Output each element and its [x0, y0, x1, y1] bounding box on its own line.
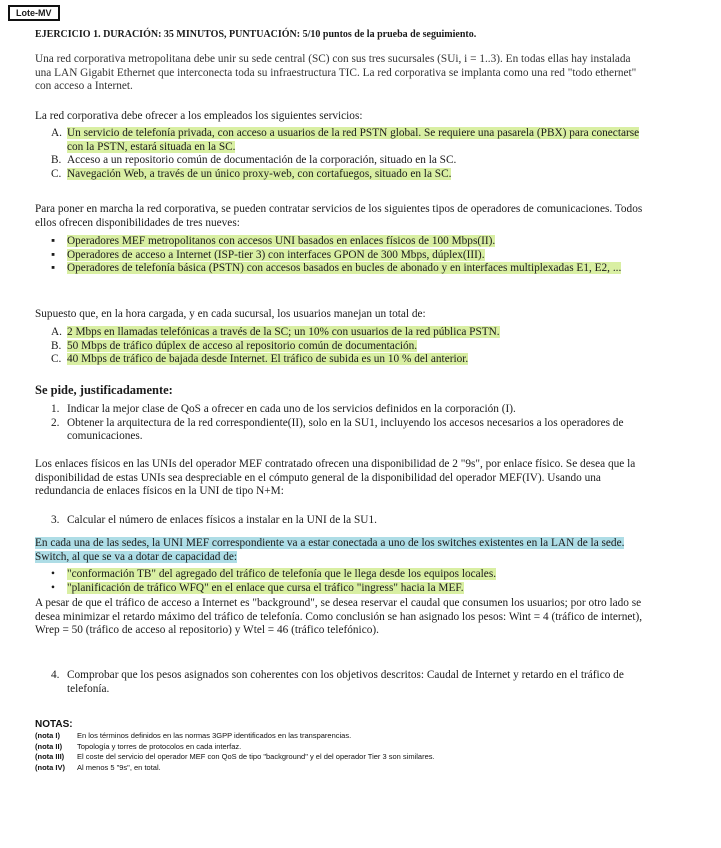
- list-item: 1. Indicar la mejor clase de QoS a ofrecer en cada uno de los servicios definidos en la corporación (I).: [51, 403, 516, 415]
- operators-intro: Para poner en marcha la red corporativa, se pueden contratar servicios de los siguientes tipos de operadores de comunicaciones. Todos ellos ofrecen disponibilidades de tres nueves:: [35, 203, 643, 229]
- ask3-list: [35, 514, 647, 528]
- list-item: 2. Obtener la arquitectura de la red correspondiente(II), solo en la SU1, incluyendo los accesos necesarios a los operadores de comunicaciones.: [51, 416, 624, 443]
- list-item: ▪ Operadores de telefonía básica (PSTN) con accesos basados en bucles de abonado y en interfaces multiplexadas E1, E2, ...: [51, 262, 622, 275]
- exercise-title: EJERCICIO 1. DURACIÓN: 35 MINUTOS, PUNTUACIÓN: 5/10 puntos de la prueba de seguimiento.: [35, 29, 477, 40]
- intro-text: Una red corporativa metropolitana debe unir su sede central (SC) con sus tres sucursales (SUi, i = 1..3). En todas ellas hay instalada una LAN Gigabit Ethernet que interconecta toda su infraestructura TIC. La red corporativa se implanta como una red "todo ethernet" con acceso a Internet.: [35, 53, 637, 93]
- services-list: [35, 127, 647, 181]
- list-item: • "conformación TB" del agregado del tráfico de telefonía que le llega desde los equipos locales.: [51, 568, 497, 580]
- list-item: A. 2 Mbps en llamadas telefónicas a través de la SC; un 10% con usuarios de la red pública PSTN.: [51, 326, 500, 338]
- note-row: (nota IV) Al menos 5 "9s", en total.: [35, 762, 161, 772]
- background-paragraph: A pesar de que el tráfico de acceso a Internet es "background", se desea reservar el caudal que consumen los usuarios; por otro lado se desea minimizar el retardo máximo del tráfico de telefonía. Como conclusión se han asignado los pesos: Wint = 4 (tráfico de internet), Wrep = 50 (tráfico de acceso al repositorio) y Wtel = 46 (tráfico telefónico).: [35, 597, 643, 637]
- note-row: (nota II) Topología y torres de protocolos en cada interfaz.: [35, 741, 242, 751]
- operators-list: [35, 235, 647, 276]
- list-item: ▪ Operadores de acceso a Internet (ISP-tier 3) con interfaces GPON de 300 Mbps, dúplex(III).: [51, 248, 485, 261]
- list-item: C. Navegación Web, a través de un único proxy-web, con cortafuegos, situado en la SC.: [51, 167, 452, 180]
- list-item: • "planificación de tráfico WFQ" en el enlace que cursa el tráfico "ingress" hacia la MEF.: [51, 581, 464, 594]
- list-item: 4. Comprobar que los pesos asignados son coherentes con los objetivos descritos: Caudal de Internet y retardo en el tráfico de telefonía.: [51, 669, 624, 695]
- list-item: B. Acceso a un repositorio común de documentación de la corporación, situado en la SC.: [51, 154, 457, 167]
- ask-title: Se pide, justificadamente:: [35, 383, 173, 397]
- list-item: C. 40 Mbps de tráfico de bajada desde Internet. El tráfico de subida es un 10 % del anterior.: [51, 353, 469, 366]
- note-row: (nota III) El coste del servicio del operador MEF con QoS de tipo "background" y el del operador Tier 3 son similares.: [35, 752, 435, 761]
- note-row: (nota I) En los términos definidos en las normas 3GPP identificados en las transparencias.: [35, 731, 352, 740]
- list-item: ▪ Operadores MEF metropolitanos con accesos UNI basados en enlaces físicos de 100 Mbps(II).: [51, 235, 496, 247]
- switch-list: [35, 568, 647, 595]
- header-tag: Lote-MV: [8, 5, 60, 21]
- traffic-list: [35, 326, 647, 367]
- asks-list: [35, 403, 647, 444]
- list-item: B. 50 Mbps de tráfico dúplex de acceso al repositorio común de documentación.: [51, 339, 418, 352]
- links-paragraph: Los enlaces físicos en las UNIs del operador MEF contratado ofrecen una disponibilidad de 2 "9s", por enlace físico. Se desea que la disponibilidad de estas UNIs sea despreciable en el cómputo general de la disponibilidad del operador MEF(IV). Usando una redundancia de enlaces físicos en la UNI de tipo N+M:: [35, 458, 636, 498]
- ask4-list: [35, 669, 647, 696]
- intro-paragraph: [35, 53, 647, 94]
- notes-title: NOTAS:: [35, 719, 73, 730]
- list-item: 3. Calcular el número de enlaces físicos a instalar en la UNI de la SU1.: [51, 514, 377, 526]
- traffic-intro: Supuesto que, en la hora cargada, y en cada sucursal, los usuarios manejan un total de:: [35, 308, 426, 320]
- list-item: A. Un servicio de telefonía privada, con acceso a usuarios de la red PSTN global. Se requiere una pasarela (PBX) para conectarse con la PSTN, estará situada en la SC.: [51, 127, 640, 153]
- switch-paragraph: En cada una de las sedes, la UNI MEF correspondiente va a estar conectada a uno de los switches existentes en la LAN de la sede. Switch, al que se va a dotar de capacidad de:: [35, 537, 625, 563]
- notes-section: [35, 718, 675, 773]
- services-intro: La red corporativa debe ofrecer a los empleados los siguientes servicios:: [35, 110, 363, 122]
